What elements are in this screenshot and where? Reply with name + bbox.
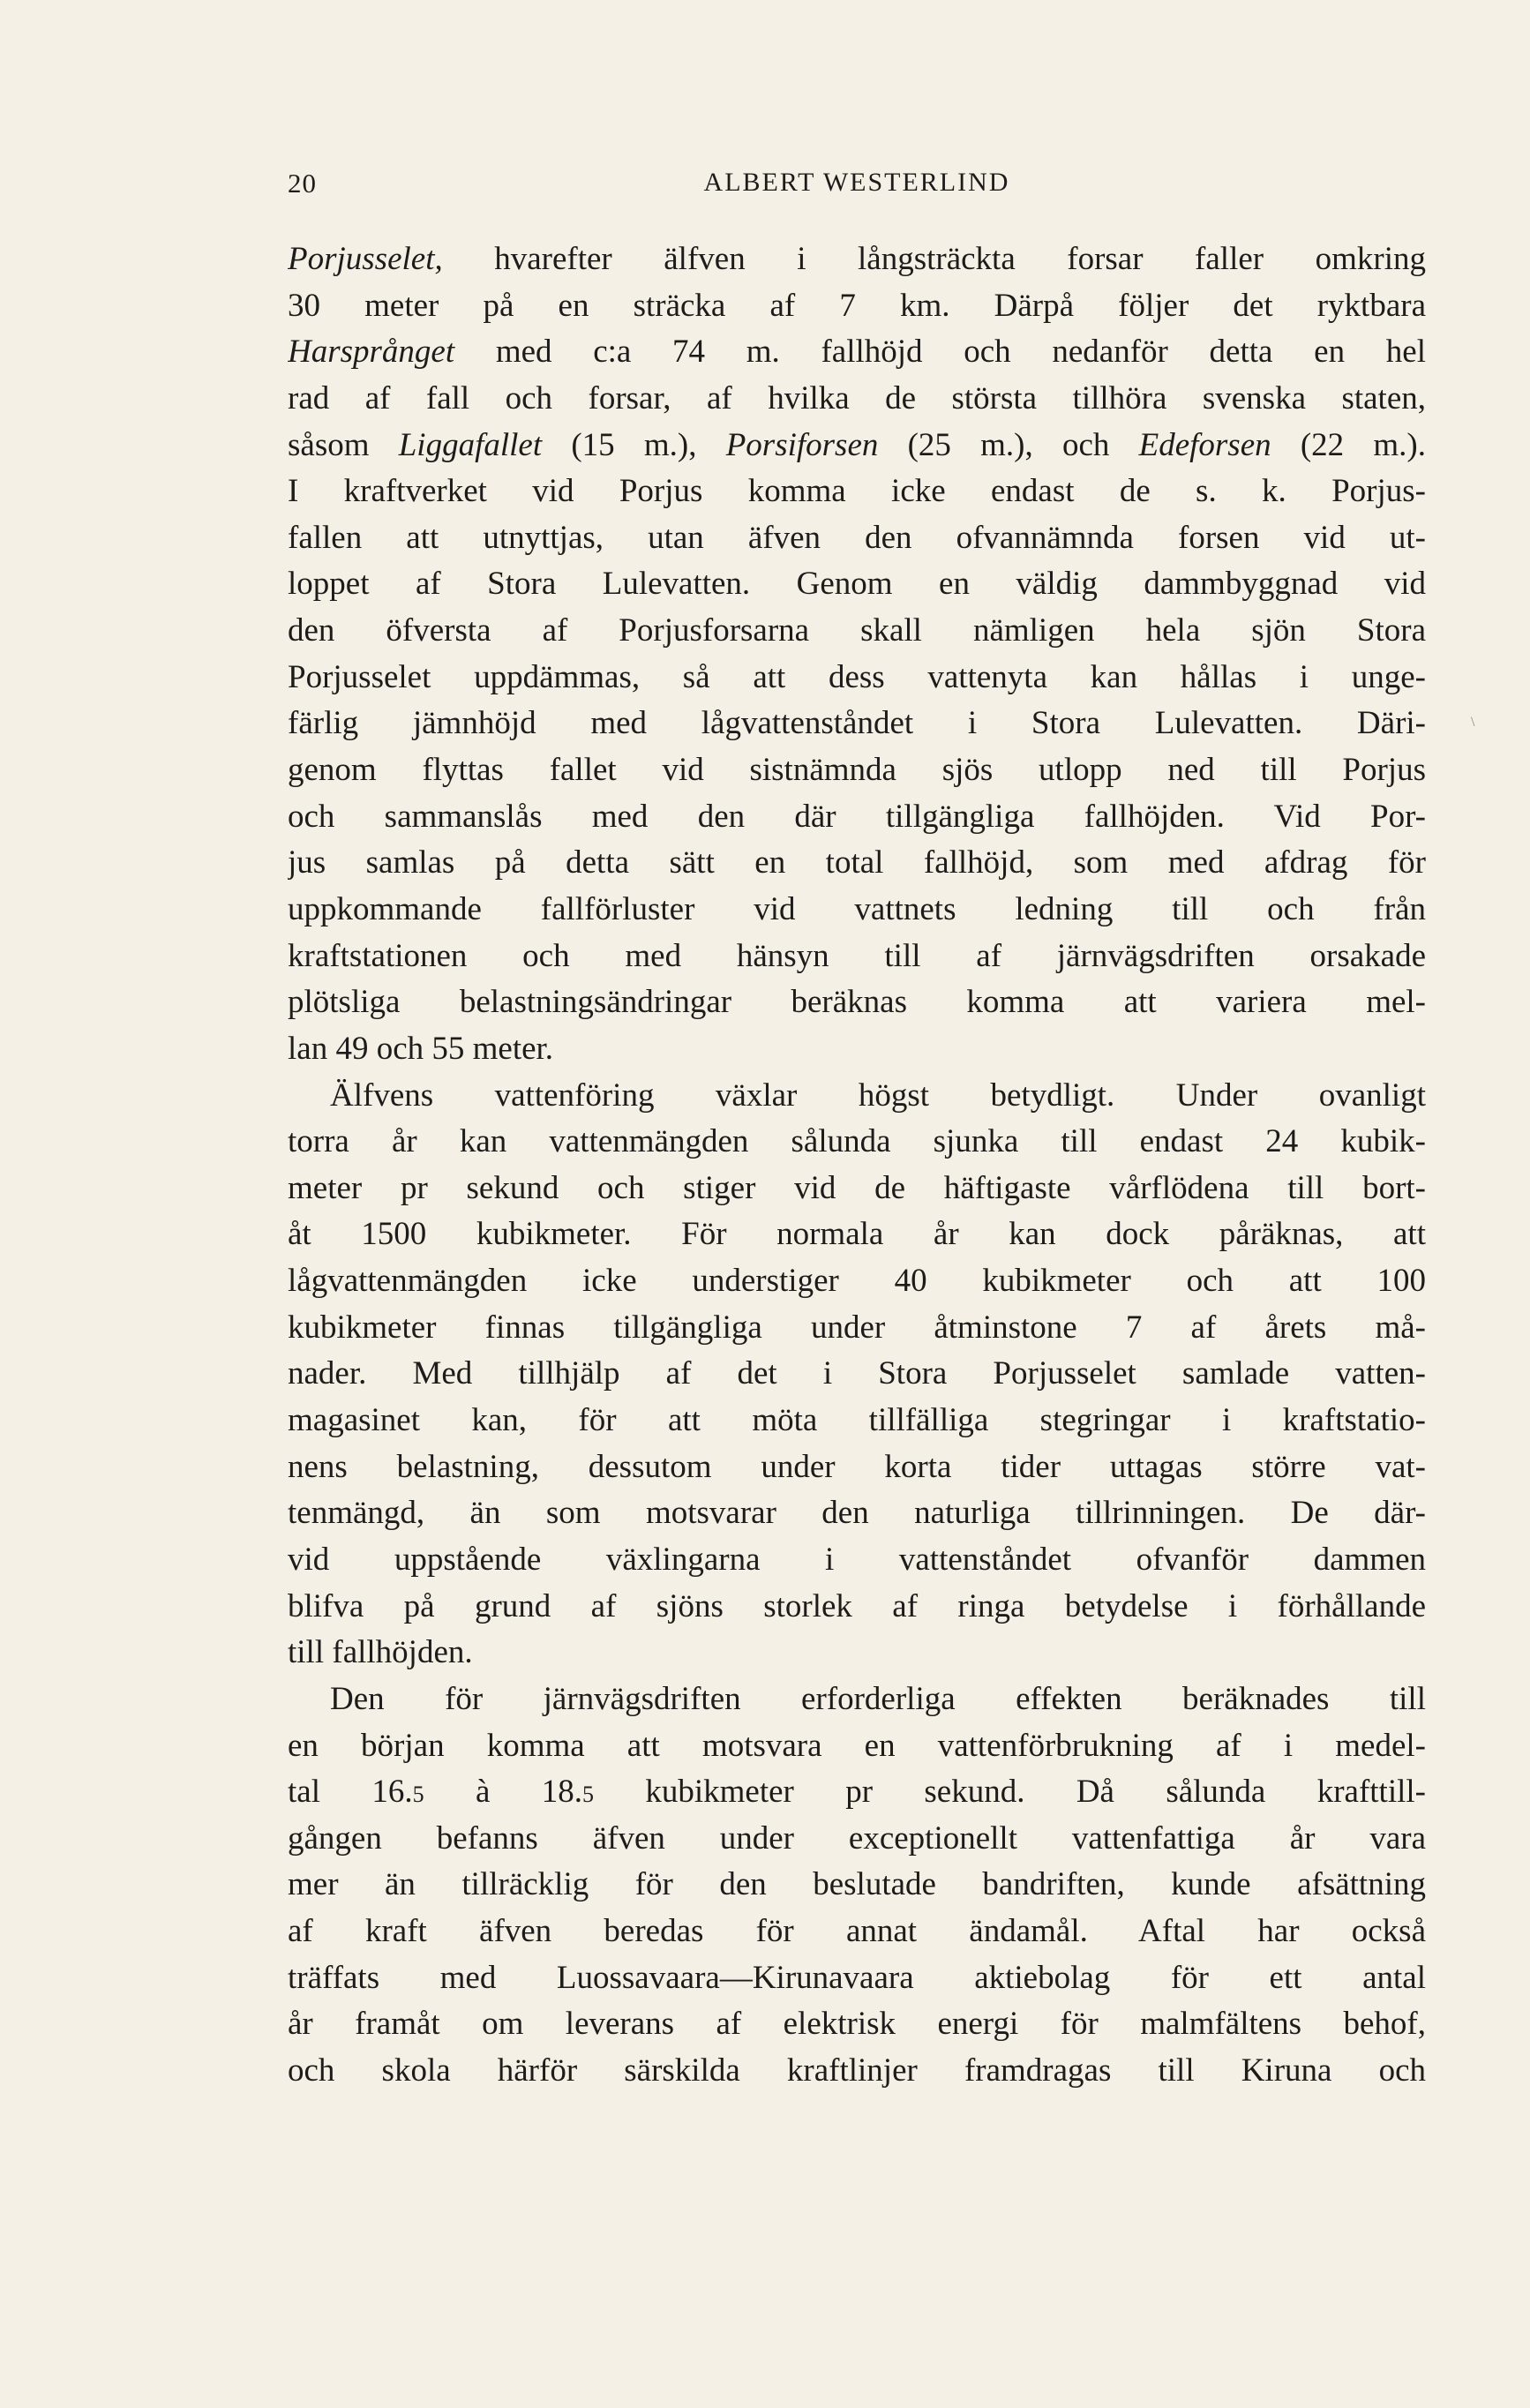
text-run: 30 meter på en sträcka af 7 km. Därpå följer det ryktbara — [288, 287, 1426, 324]
text-run: med c:a 74 m. fallhöjd och nedanför detta en hel — [454, 334, 1426, 371]
text-line — [288, 608, 1426, 655]
text-run: meter pr sekund och stiger vid de häftigaste vårflödena till bort- — [288, 1169, 1426, 1206]
text-line — [288, 655, 1426, 701]
body-text — [288, 236, 1426, 2095]
text-line — [288, 1212, 1426, 1258]
text-line — [288, 329, 1426, 376]
text-line — [288, 1026, 1426, 1073]
text-run: kubikmeter pr sekund. Då sålunda krafttill- — [593, 1774, 1426, 1811]
text-run: vid uppstående växlingarna i vattenståndet ofvanför dammen — [288, 1541, 1426, 1578]
text-line — [288, 376, 1426, 423]
text-line — [288, 1769, 1426, 1816]
text-line — [288, 1119, 1426, 1166]
text-line — [288, 1073, 1426, 1120]
text-line — [288, 1166, 1426, 1212]
text-line — [288, 887, 1426, 934]
italic-term: Porsiforsen — [725, 426, 879, 463]
text-line — [288, 1723, 1426, 1770]
text-line — [288, 2048, 1426, 2095]
text-line — [288, 1258, 1426, 1305]
text-run: I kraftverket vid Porjus komma icke endast de s. k. Porjus- — [288, 473, 1426, 510]
text-run: Älfvens vattenföring växlar högst betydligt. Under ovanligt — [330, 1076, 1426, 1114]
text-line — [288, 1398, 1426, 1444]
text-run: fallen att utnyttjas, utan äfven den ofvannämnda forsen vid ut- — [288, 519, 1426, 556]
text-run: nens belastning, dessutom under korta tider uttagas större vat- — [288, 1448, 1426, 1485]
text-run: och skola härför särskilda kraftlinjer framdragas till Kiruna och — [288, 2052, 1426, 2089]
text-run: träffats med Luossavaara—Kirunavaara aktiebolag för ett antal — [288, 1959, 1426, 1996]
text-run: kubikmeter finnas tillgängliga under åtminstone 7 af årets må- — [288, 1309, 1426, 1346]
italic-term: Porjusselet, — [288, 241, 443, 277]
text-run: Den för järnvägsdriften erforderliga effekten beräknades till — [330, 1680, 1426, 1717]
text-run: den öfversta af Porjusforsarna skall nämligen hela sjön Stora — [288, 612, 1426, 649]
text-line — [288, 979, 1426, 1026]
text-run: till fallhöjden. — [288, 1634, 473, 1671]
text-line — [288, 1584, 1426, 1631]
text-run: (22 m.). — [1271, 426, 1426, 463]
page-header — [288, 168, 1426, 212]
text-run: åt 1500 kubikmeter. För normala år kan dock påräknas, att — [288, 1216, 1426, 1253]
text-line — [288, 1862, 1426, 1909]
text-line — [288, 701, 1426, 747]
text-line — [288, 1816, 1426, 1863]
text-run: hvarefter älfven i långsträckta forsar faller omkring — [442, 241, 1426, 277]
text-run: (25 m.), och — [878, 426, 1139, 463]
running-head: ALBERT WESTERLIND — [703, 168, 1010, 197]
text-run: magasinet kan, för att möta tillfälliga stegringar i kraftstatio- — [288, 1402, 1426, 1439]
text-run: kraftstationen och med hänsyn till af järnvägsdriften orsakade — [288, 937, 1426, 974]
text-line — [288, 934, 1426, 980]
text-run: genom flyttas fallet vid sistnämnda sjös utlopp ned till Porjus — [288, 752, 1426, 789]
text-run: lågvattenmängden icke understiger 40 kubikmeter och att 100 — [288, 1263, 1426, 1300]
text-run: såsom — [288, 426, 399, 463]
text-run: rad af fall och forsar, af hvilka de största tillhöra svenska staten, — [288, 379, 1426, 416]
text-run: (15 m.), — [542, 426, 726, 463]
text-line — [288, 840, 1426, 887]
text-run: tal 16. — [288, 1774, 413, 1811]
text-run: nader. Med tillhjälp af det i Stora Porjusselet samlade vatten- — [288, 1355, 1426, 1392]
text-line — [288, 1677, 1426, 1723]
text-line — [288, 1490, 1426, 1537]
margin-mark: \ — [1471, 715, 1475, 730]
text-line — [288, 469, 1426, 515]
text-run: lan 49 och 55 meter. — [288, 1030, 554, 1067]
text-line — [288, 236, 1426, 283]
text-run: à 18. — [424, 1774, 582, 1811]
text-run: och sammanslås med den där tillgängliga fallhöjden. Vid Por- — [288, 798, 1426, 835]
text-run: af kraft äfven beredas för annat ändamål. Aftal har också — [288, 1913, 1426, 1950]
text-run: blifva på grund af sjöns storlek af ringa betydelse i förhållande — [288, 1587, 1426, 1624]
text-line — [288, 515, 1426, 562]
text-run: jus samlas på detta sätt en total fallhöjd, som med afdrag för — [288, 844, 1426, 881]
text-line — [288, 794, 1426, 841]
text-run: år framåt om leverans af elektrisk energi för malmfältens behof, — [288, 2006, 1426, 2043]
text-run: tenmängd, än som motsvarar den naturliga tillrinningen. De där- — [288, 1495, 1426, 1532]
text-run: mer än tillräcklig för den beslutade bandriften, kunde afsättning — [288, 1866, 1426, 1903]
text-line — [288, 1537, 1426, 1584]
italic-term: Liggafallet — [398, 426, 543, 463]
decimal-digit: 5 — [581, 1782, 594, 1808]
text-run: Porjusselet uppdämmas, så att dess vattenyta kan hållas i unge- — [288, 658, 1426, 695]
text-run: en början komma att motsvara en vattenförbrukning af i medel- — [288, 1727, 1426, 1764]
text-line — [288, 1630, 1426, 1677]
italic-term: Edeforsen — [1138, 426, 1271, 463]
text-line — [288, 747, 1426, 794]
page-number: 20 — [288, 168, 317, 199]
text-line — [288, 1955, 1426, 2002]
text-line — [288, 1351, 1426, 1398]
text-line — [288, 423, 1426, 469]
text-line — [288, 2001, 1426, 2048]
text-run: plötsliga belastningsändringar beräknas komma att variera mel- — [288, 984, 1426, 1021]
text-run: torra år kan vattenmängden sålunda sjunka till endast 24 kubik- — [288, 1123, 1426, 1160]
text-line — [288, 561, 1426, 608]
text-line — [288, 1444, 1426, 1491]
text-run: gången befanns äfven under exceptionellt vattenfattiga år vara — [288, 1819, 1426, 1857]
text-line — [288, 1909, 1426, 1955]
text-run: färlig jämnhöjd med lågvattenståndet i Stora Lulevatten. Däri- — [288, 705, 1426, 742]
text-run: loppet af Stora Lulevatten. Genom en väldig dammbyggnad vid — [288, 566, 1426, 603]
text-run: uppkommande fallförluster vid vattnets ledning till och från — [288, 890, 1426, 927]
italic-term: Harsprånget — [288, 334, 455, 371]
decimal-digit: 5 — [412, 1782, 424, 1808]
text-line — [288, 283, 1426, 330]
text-line — [288, 1305, 1426, 1352]
